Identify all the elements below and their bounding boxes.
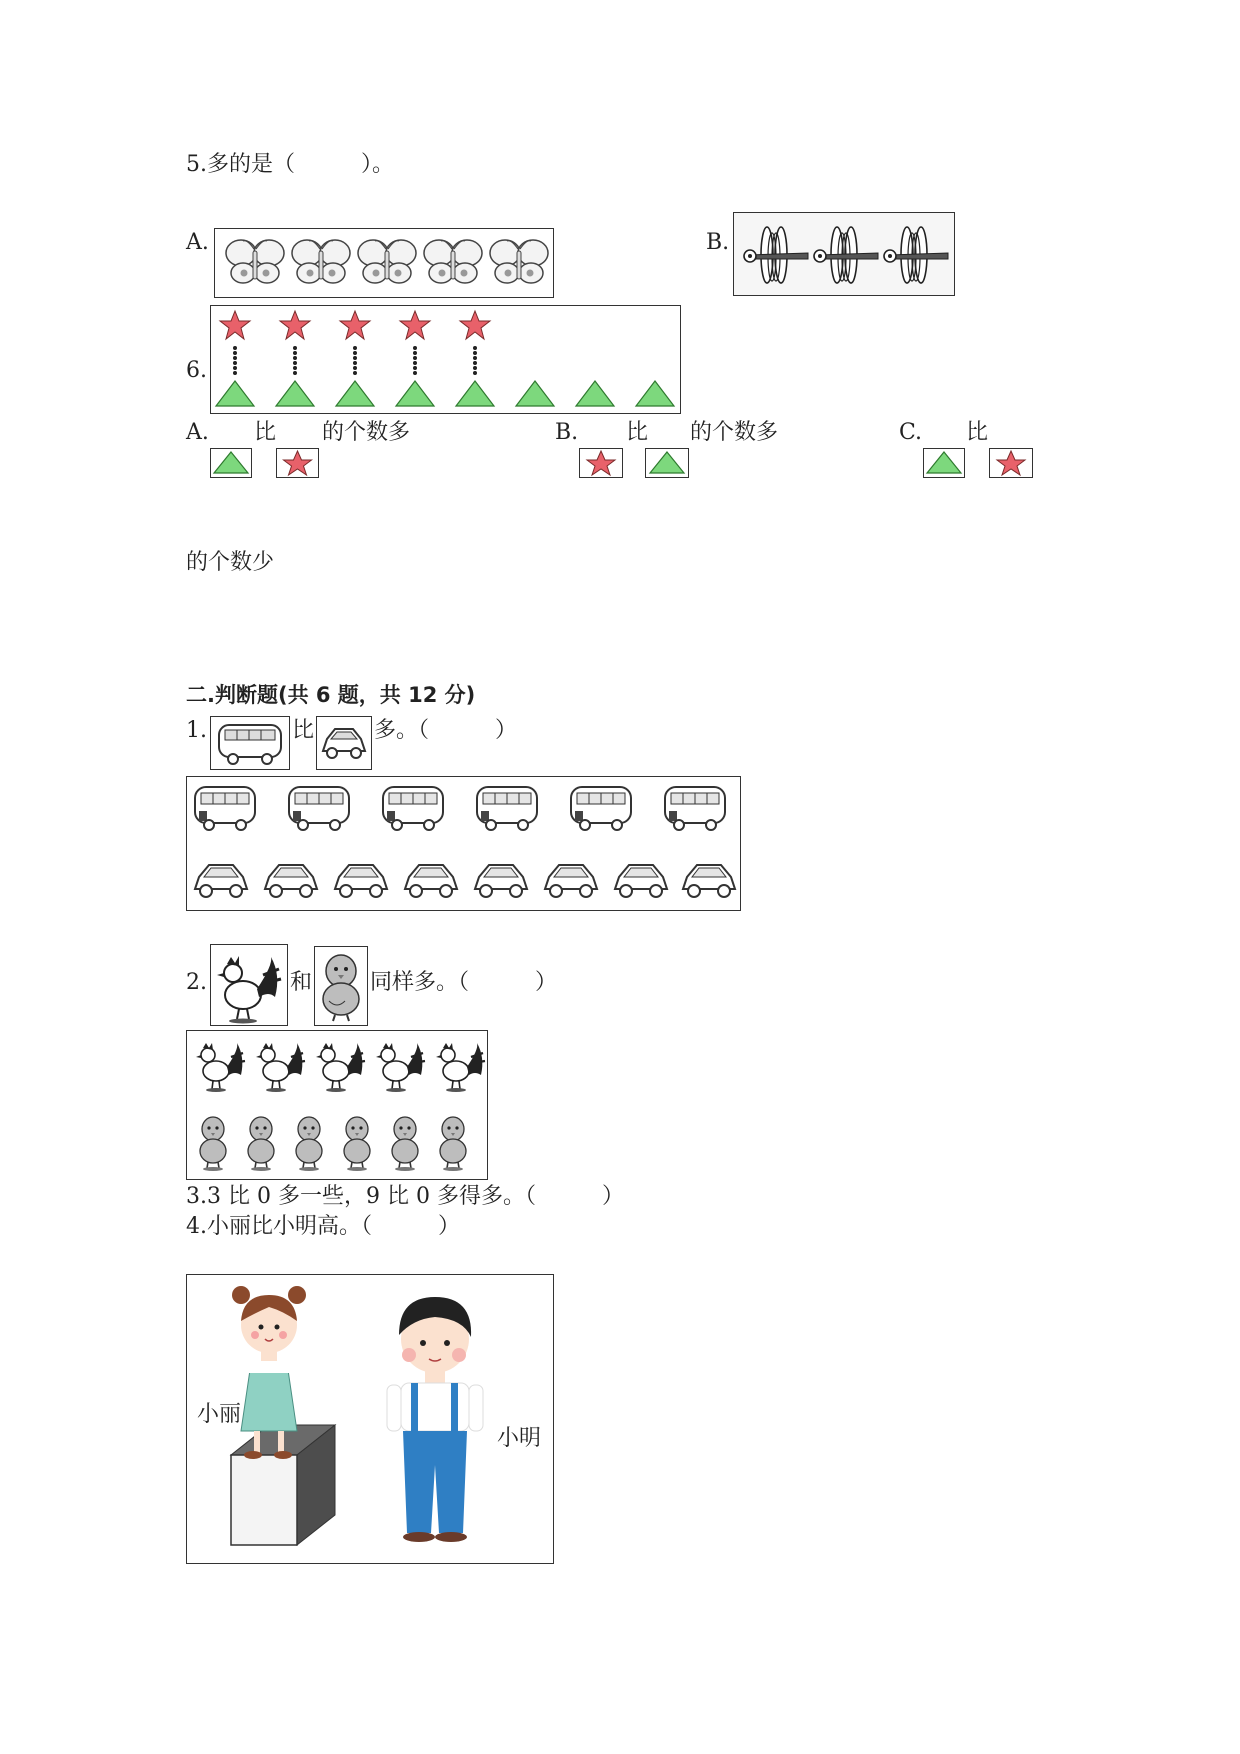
connector-dots	[413, 346, 417, 375]
butterfly-icon	[226, 240, 284, 283]
triangle-icon	[456, 381, 494, 406]
girl-label: 小丽	[197, 1402, 242, 1427]
star-icon	[340, 311, 370, 339]
triangle-icon	[636, 381, 674, 406]
connector-dots	[353, 346, 357, 375]
section-heading: 二.判断题(共 6 题，共 12 分)	[186, 683, 476, 707]
triangle-icon	[276, 381, 314, 406]
chick-icon	[248, 1117, 274, 1171]
car-icon	[335, 865, 387, 897]
q6-number: 6.	[186, 358, 207, 383]
butterfly-icon	[292, 240, 350, 283]
triangle-icon	[336, 381, 374, 406]
chick-icon	[296, 1117, 322, 1171]
rooster-icon	[217, 956, 281, 1024]
bus-icon	[195, 787, 255, 830]
j1-figure	[186, 776, 741, 911]
dragonfly-icon	[744, 227, 808, 283]
q5-stem: 5.多的是（ ）。	[186, 152, 394, 177]
j1-car-box	[316, 716, 372, 770]
car-icon	[405, 865, 457, 897]
triangle-icon	[396, 381, 434, 406]
j2-number: 2.	[186, 970, 207, 995]
j2-rooster-box	[210, 944, 288, 1026]
car-icon	[475, 865, 527, 897]
j2-he: 和	[290, 970, 313, 995]
car-icon	[195, 865, 247, 897]
q6-option-a-label: A.	[186, 420, 209, 445]
q6-option-c-tail: 的个数少	[186, 550, 275, 575]
butterfly-icon	[490, 240, 548, 283]
j2-figure	[186, 1030, 488, 1180]
j1-bus-box	[210, 716, 290, 770]
dragonfly-icon	[884, 227, 948, 283]
chick-icon	[344, 1117, 370, 1171]
j4-figure	[186, 1274, 554, 1564]
connector-dots	[293, 346, 297, 375]
q6-option-c-first	[923, 448, 965, 478]
boy-figure	[387, 1297, 483, 1542]
car-icon	[265, 865, 317, 897]
j2-chick-box	[314, 946, 368, 1026]
q6-option-a-second	[276, 448, 319, 478]
q6-figure	[210, 305, 681, 414]
q5-option-a-label: A.	[186, 230, 209, 255]
chick-icon	[200, 1117, 226, 1171]
butterfly-icon	[424, 240, 482, 283]
chick-icon	[440, 1117, 466, 1171]
q5-option-b-figure	[733, 212, 955, 296]
rooster-icon	[316, 1043, 365, 1092]
q5-option-a-figure	[214, 228, 554, 298]
car-icon	[545, 865, 597, 897]
bus-icon	[383, 787, 443, 830]
j1-number: 1.	[186, 718, 207, 743]
boy-label: 小明	[497, 1426, 542, 1451]
bus-icon	[571, 787, 631, 830]
bus-icon	[219, 725, 281, 764]
star-icon	[460, 311, 490, 339]
rooster-icon	[196, 1043, 245, 1092]
star-icon	[400, 311, 430, 339]
q6-option-b-second	[645, 448, 689, 478]
butterfly-icon	[358, 240, 416, 283]
star-icon	[220, 311, 250, 339]
connector-dots	[473, 346, 477, 375]
chick-icon	[323, 955, 359, 1021]
star-icon	[280, 311, 310, 339]
q6-option-a-tail: 的个数多	[322, 420, 411, 445]
q6-option-a-first	[210, 448, 252, 478]
j2-tail: 同样多。（ ）	[370, 970, 558, 995]
q6-option-b-label: B.	[555, 420, 579, 445]
q6-option-c-label: C.	[899, 420, 923, 445]
bus-icon	[289, 787, 349, 830]
connector-dots	[233, 346, 237, 375]
dragonfly-icon	[814, 227, 878, 283]
q6-option-b-first	[579, 448, 623, 478]
q6-option-b-bi: 比	[626, 420, 649, 445]
j3-text: 3.3 比 0 多一些，9 比 0 多得多。（ ）	[186, 1184, 624, 1209]
triangle-icon	[216, 381, 254, 406]
car-icon	[615, 865, 667, 897]
q6-option-b-tail: 的个数多	[690, 420, 779, 445]
q5-option-b-label: B.	[706, 230, 730, 255]
q6-option-c-bi: 比	[966, 420, 989, 445]
q6-option-c-second	[989, 448, 1033, 478]
triangle-icon	[516, 381, 554, 406]
q6-option-a-bi: 比	[254, 420, 277, 445]
bus-icon	[477, 787, 537, 830]
rooster-icon	[256, 1043, 305, 1092]
j1-tail: 多。（ ）	[374, 718, 518, 743]
triangle-icon	[576, 381, 614, 406]
rooster-icon	[436, 1043, 485, 1092]
car-icon	[683, 865, 735, 897]
j1-bi: 比	[292, 718, 315, 743]
rooster-icon	[376, 1043, 425, 1092]
bus-icon	[665, 787, 725, 830]
car-icon	[323, 729, 365, 758]
j4-text: 4.小丽比小明高。（ ）	[186, 1214, 460, 1239]
chick-icon	[392, 1117, 418, 1171]
